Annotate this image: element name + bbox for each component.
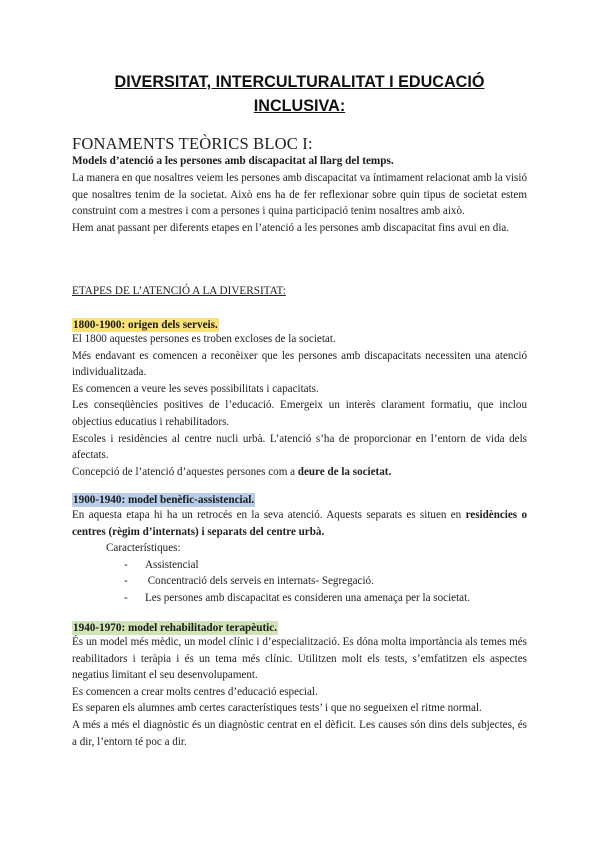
stage2-paragraph-1 [72,507,527,540]
stage2-p1-bold: residències o centres (règim d’internats) i separats del centre urbà. [72,509,527,538]
stage3-paragraph-1: És un model més mèdic, un model clínic i d’especialització. Es dóna molta importància als temes més reabilitadors i teràpia i és un tema més clínic. Utilitzen molt els tests, s’emfatitzen els aspectes negatius limitant el seu desenvolupament. [72,636,527,682]
stage3-block [72,634,527,750]
list-item: - Les persones amb discapacitat es consideren una amenaça per la societat. [124,591,470,604]
intro-paragraph-2: Hem anat passant per diferents etapes en l’atenció a les persones amb discapacitat fins avui en dia. [72,221,510,234]
stage2-title: 1900-1940: model benèfic-assistencial. [73,494,255,506]
intro-block [72,170,527,236]
characteristics-label: Característiques: [106,542,181,555]
list-item: - Assistencial [124,558,199,571]
document-title [72,70,527,118]
stage1-paragraph-5: Escoles i residències al centre nucli urbà. L’atenció s’ha de proporcionar en l’entorn de vida dels afectats. [72,432,527,462]
list-item-text: Les persones amb discapacitat es consideren una amenaça per la societat. [145,591,470,604]
title-line-1: DIVERSITAT, INTERCULTURALITAT I EDUCACIÓ [114,73,485,91]
list-item: - Concentració dels serveis en internats- Segregació. [124,575,374,588]
list-item-text: Assistencial [145,558,199,571]
stage1-paragraph-1: El 1800 aquestes persones es troben excloses de la societat. [72,333,336,345]
stage2-title-wrap [72,490,255,508]
etapes-heading: ETAPES DE L’ATENCIÓ A LA DIVERSITAT: [72,285,286,297]
stage2-block [72,507,527,607]
subheading: Models d’atenció a les persones amb discapacitat al llarg del temps. [72,155,394,167]
intro-paragraph-1: La manera en que nosaltres veiem les persones amb discapacitat va íntimament relacionat amb la visió que nosaltres tenim de la societat. Això ens ha de fer reflexionar sobre quin tipus de societat estem construint com a mestres i com a persones i quina participació tenim nosaltres amb això. [72,172,527,218]
characteristics-list [72,557,527,607]
stage1-p6-bold: deure de la societat. [297,465,392,478]
stage1-paragraph-3: Es comencen a veure les seves possibilitats i capacitats. [72,382,319,395]
list-item-text: Concentració dels serveis en internats- Segregació. [145,575,374,588]
stage3-title: 1940-1970: model rehabilitador terapèutic. [73,622,278,634]
stage1-block [72,331,527,480]
stage1-title: 1800-1900: origen dels serveis. [73,319,218,331]
title-line-2: INCLUSIVA: [253,97,346,115]
stage1-paragraph-6 [72,464,527,481]
stage3-paragraph-3: Es separen els alumnes amb certes característiques tests’ i que no segueixen el ritme normal. [72,702,482,715]
stage1-paragraph-4: Les conseqüències positives de l’educació. Emergeix un interès clarament formatiu, que inclou objectius educatius i rehabilitadors. [72,399,527,428]
stage1-p6-text: Concepció de l’atenció d’aquestes persones com a [72,465,298,478]
stage3-paragraph-2: Es comencen a crear molts centres d’educació especial. [72,685,318,698]
stage3-paragraph-4: A més a més el diagnòstic és un diagnòstic centrat en el dèficit. Les causes són dins dels subjectes, és a dir, l’entorn té poc a dir. [72,718,527,748]
stage1-paragraph-2: Més endavant es comencen a reconèixer que les persones amb discapacitats necessiten una atenció individualitzada. [72,349,527,379]
section-heading: FONAMENTS TEÒRICS BLOC I: [72,134,313,153]
stage2-p1-text: En aquesta etapa hi ha un retrocés en la seva atenció. Aquests separats es situen en [72,509,466,521]
